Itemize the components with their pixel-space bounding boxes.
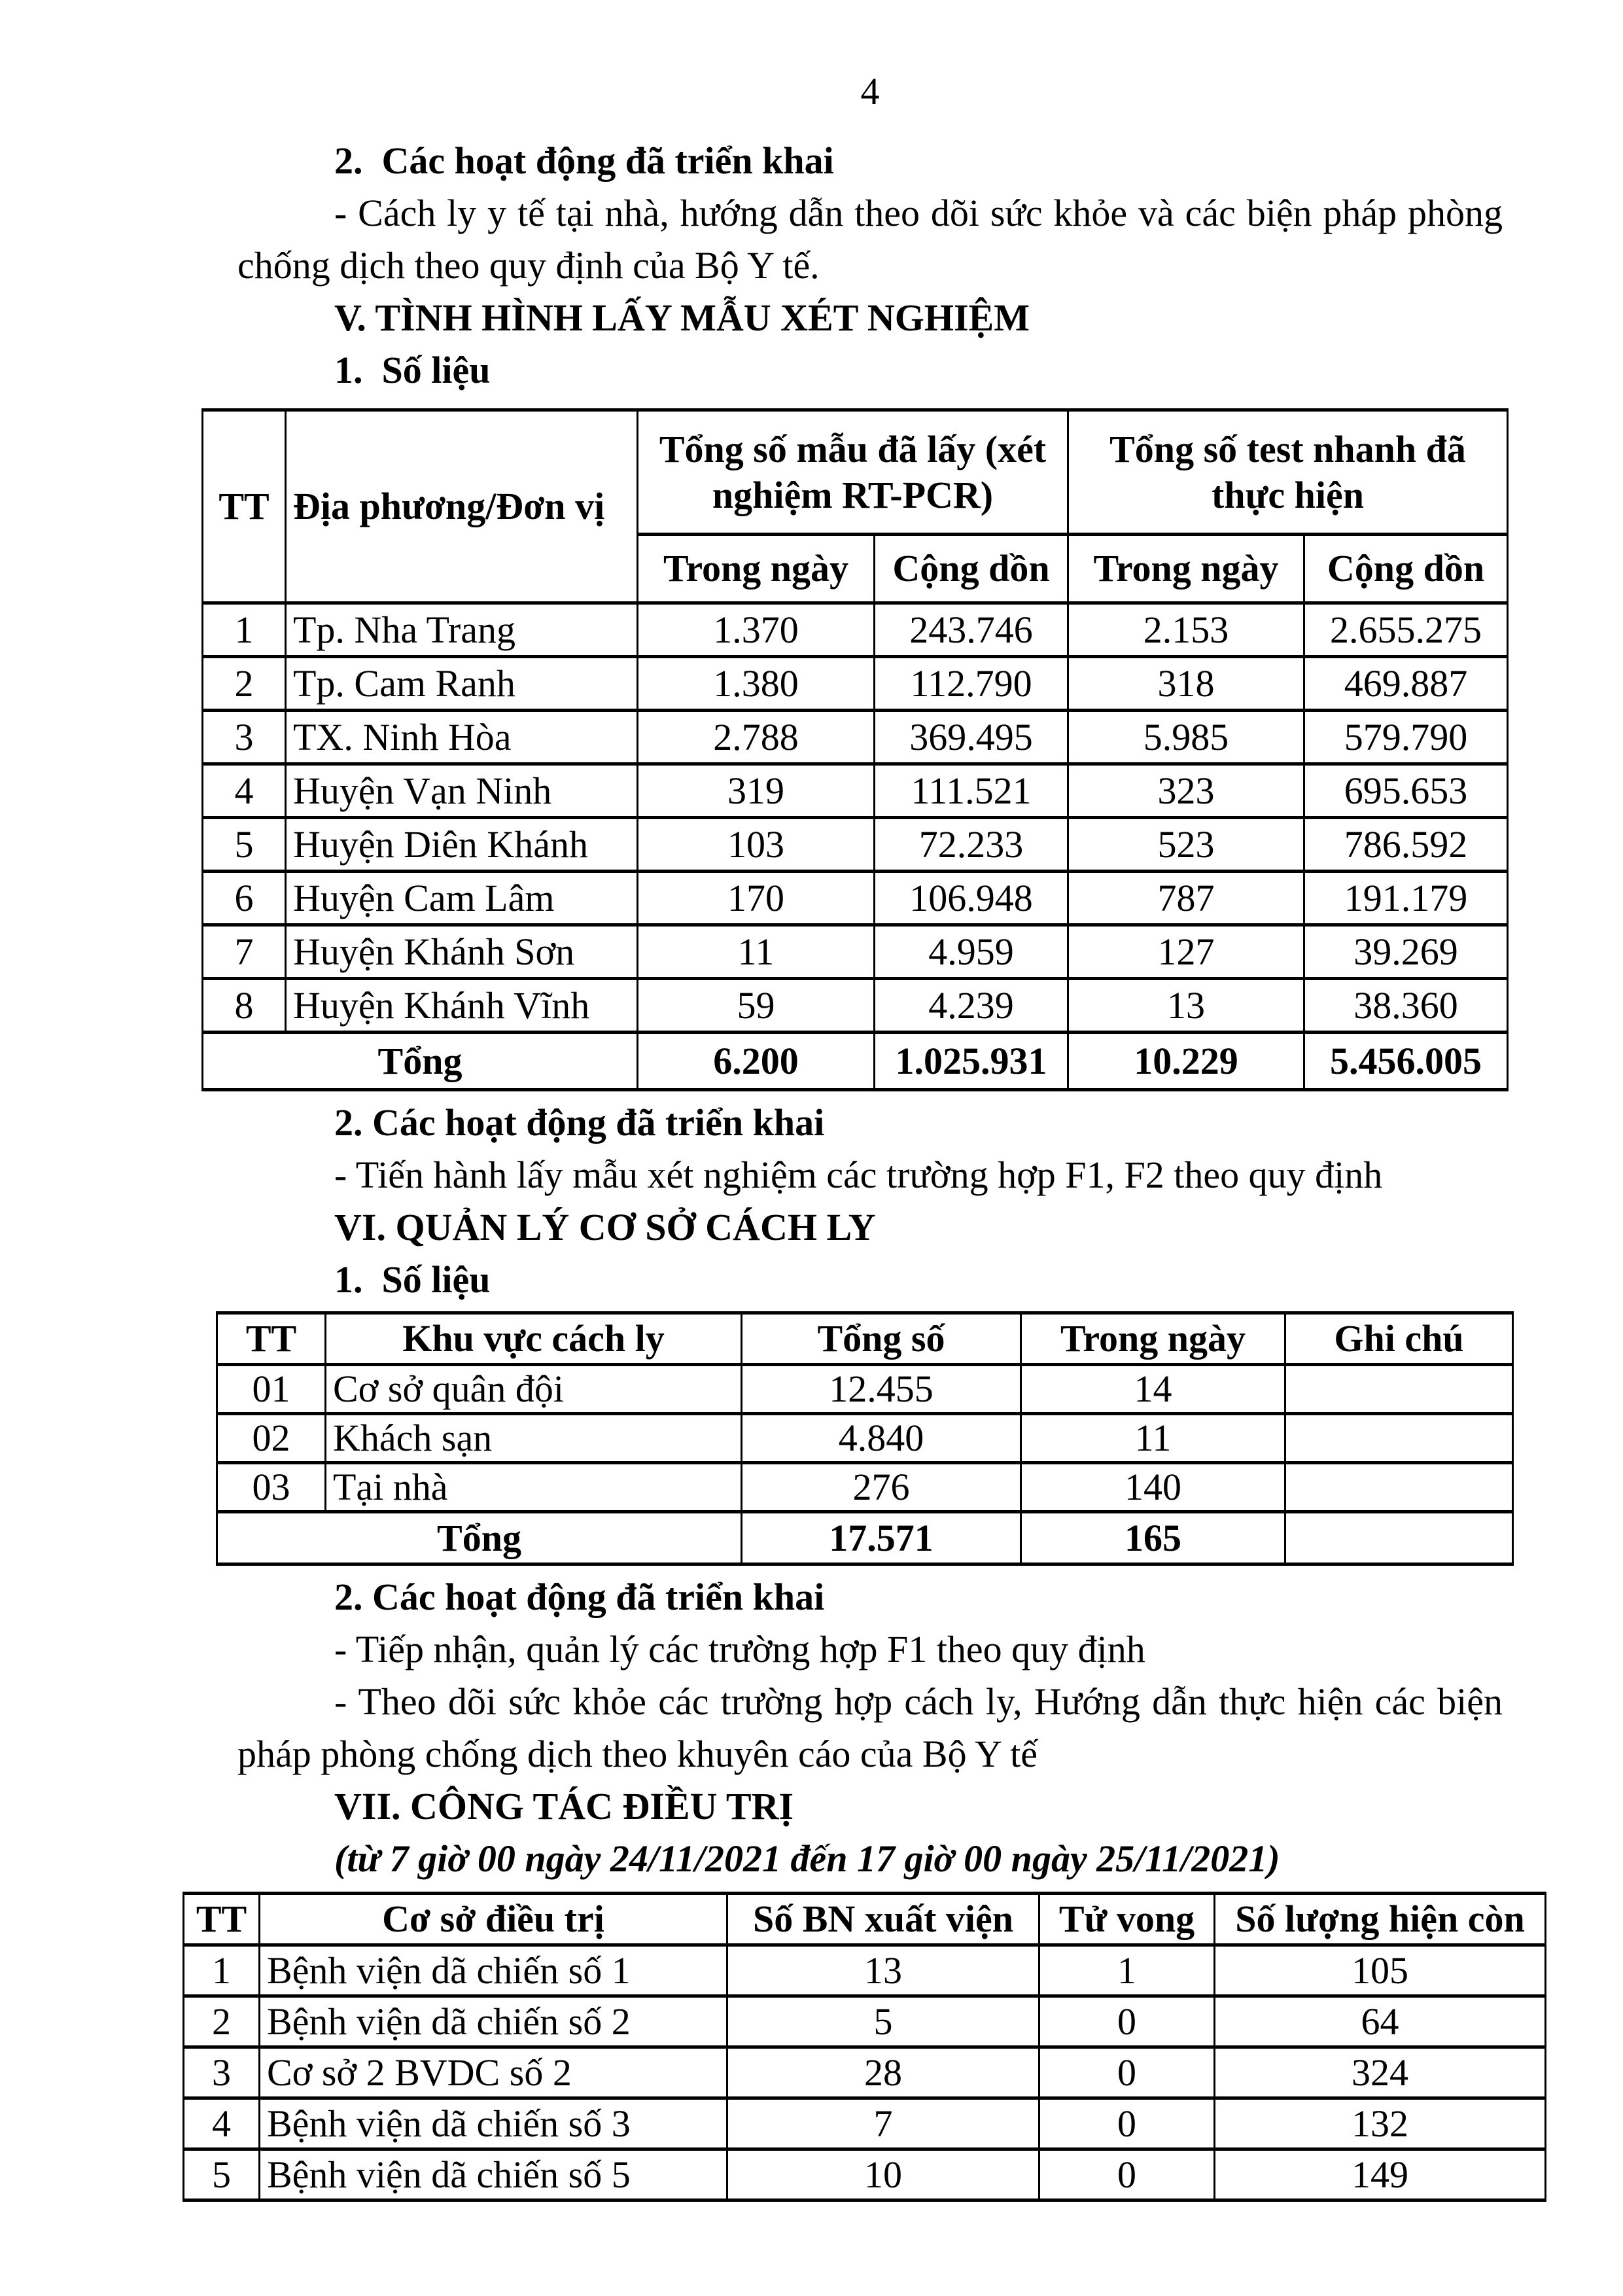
col-header-tt: TT — [184, 1894, 260, 1945]
cell-day-pcr: 1.370 — [638, 603, 875, 657]
cell-area: Tại nhà — [326, 1463, 742, 1512]
cell-total-label: Tổng — [217, 1512, 742, 1564]
col-header-cum-rapid: Cộng dồn — [1304, 535, 1508, 603]
cell-cum-pcr: 112.790 — [875, 657, 1068, 711]
page-number: 4 — [860, 70, 880, 113]
cell-day: 140 — [1021, 1463, 1285, 1512]
cell-tt: 7 — [203, 925, 286, 979]
cell-day-pcr: 103 — [638, 818, 875, 872]
table-row — [184, 2149, 1546, 2200]
cell-location: Huyện Khánh Vĩnh — [286, 979, 638, 1033]
cell-location: Huyện Khánh Sơn — [286, 925, 638, 979]
col-header-tt: TT — [217, 1313, 326, 1365]
cell-cum-pcr: 243.746 — [875, 603, 1068, 657]
activities-item-sampling: - Tiến hành lấy mẫu xét nghiệm các trường hợp F1, F2 theo quy định — [334, 1154, 1383, 1196]
cell-tt: 1 — [184, 1945, 260, 1996]
table-row — [217, 1414, 1513, 1463]
cell-cum-rapid: 2.655.275 — [1304, 603, 1508, 657]
col-header-day-rapid: Trong ngày — [1068, 535, 1304, 603]
cell-remaining: 324 — [1215, 2047, 1546, 2098]
cell-day-pcr: 1.380 — [638, 657, 875, 711]
cell-cum-pcr: 4.959 — [875, 925, 1068, 979]
cell-location: Huyện Diên Khánh — [286, 818, 638, 872]
sampling-total-row — [203, 1033, 1508, 1090]
table-row — [203, 925, 1508, 979]
col-header-day-pcr: Trong ngày — [638, 535, 875, 603]
cell-facility: Bệnh viện dã chiến số 1 — [260, 1945, 727, 1996]
cell-day-rapid: 323 — [1068, 764, 1304, 818]
cell-deaths: 0 — [1039, 2047, 1215, 2098]
col-header-discharged: Số BN xuất viện — [727, 1894, 1039, 1945]
cell-area: Cơ sở quân đội — [326, 1365, 742, 1414]
cell-day-rapid: 787 — [1068, 872, 1304, 925]
cell-tt: 02 — [217, 1414, 326, 1463]
cell-tt: 03 — [217, 1463, 326, 1512]
cell-total-day-rapid: 10.229 — [1068, 1033, 1304, 1090]
cell-tt: 3 — [203, 711, 286, 764]
sampling-table — [201, 408, 1509, 1091]
cell-tt: 01 — [217, 1365, 326, 1414]
cell-cum-pcr: 369.495 — [875, 711, 1068, 764]
cell-day-rapid: 2.153 — [1068, 603, 1304, 657]
table-row — [184, 2047, 1546, 2098]
sampling-header-row-1 — [203, 410, 1508, 535]
cell-tt: 1 — [203, 603, 286, 657]
cell-tt: 8 — [203, 979, 286, 1033]
col-header-facility: Cơ sở điều trị — [260, 1894, 727, 1945]
cell-discharged: 13 — [727, 1945, 1039, 1996]
cell-day-rapid: 318 — [1068, 657, 1304, 711]
cell-area: Khách sạn — [326, 1414, 742, 1463]
cell-day-rapid: 127 — [1068, 925, 1304, 979]
col-header-samples: Tổng số mẫu đã lấy (xét nghiệm RT-PCR) — [638, 410, 1068, 535]
cell-facility: Bệnh viện dã chiến số 2 — [260, 1996, 727, 2047]
cell-remaining: 64 — [1215, 1996, 1546, 2047]
cell-day-rapid: 523 — [1068, 818, 1304, 872]
table-row — [184, 2098, 1546, 2149]
cell-total-day: 165 — [1021, 1512, 1285, 1564]
cell-discharged: 28 — [727, 2047, 1039, 2098]
cell-note — [1285, 1414, 1513, 1463]
treatment-header-row — [184, 1894, 1546, 1945]
cell-total-total: 17.571 — [742, 1512, 1021, 1564]
cell-day-rapid: 13 — [1068, 979, 1304, 1033]
section-vi-data-label: 1. Số liệu — [334, 1258, 491, 1301]
cell-cum-rapid: 38.360 — [1304, 979, 1508, 1033]
activities-item-monitoring: - Theo dõi sức khỏe các trường hợp cách ly, Hướng dẫn thực hiện các biện pháp phòng chống dịch theo khuyên cáo của Bộ Y tế — [237, 1680, 1503, 1775]
cell-tt: 6 — [203, 872, 286, 925]
col-header-remaining: Số lượng hiện còn — [1215, 1894, 1546, 1945]
cell-location: Tp. Nha Trang — [286, 603, 638, 657]
cell-note — [1285, 1365, 1513, 1414]
cell-tt: 4 — [184, 2098, 260, 2149]
col-header-deaths: Tử vong — [1039, 1894, 1215, 1945]
cell-cum-rapid: 39.269 — [1304, 925, 1508, 979]
activities-heading-2: 2. Các hoạt động đã triển khai — [334, 1101, 825, 1144]
cell-discharged: 7 — [727, 2098, 1039, 2149]
quarantine-total-row — [217, 1512, 1513, 1564]
cell-facility: Cơ sở 2 BVDC số 2 — [260, 2047, 727, 2098]
activities-heading-3: 2. Các hoạt động đã triển khai — [334, 1576, 825, 1618]
table-row — [203, 872, 1508, 925]
cell-total-day-pcr: 6.200 — [638, 1033, 875, 1090]
cell-day-pcr: 170 — [638, 872, 875, 925]
cell-discharged: 5 — [727, 1996, 1039, 2047]
col-header-note: Ghi chú — [1285, 1313, 1513, 1365]
cell-cum-rapid: 786.592 — [1304, 818, 1508, 872]
cell-tt: 5 — [184, 2149, 260, 2200]
cell-day-pcr: 59 — [638, 979, 875, 1033]
cell-cum-pcr: 106.948 — [875, 872, 1068, 925]
cell-deaths: 0 — [1039, 1996, 1215, 2047]
table-row — [203, 603, 1508, 657]
quarantine-header-row — [217, 1313, 1513, 1365]
treatment-table — [183, 1892, 1546, 2202]
table-row — [203, 657, 1508, 711]
cell-total-cum-pcr: 1.025.931 — [875, 1033, 1068, 1090]
cell-tt: 4 — [203, 764, 286, 818]
col-header-area: Khu vực cách ly — [326, 1313, 742, 1365]
activities-text-1: - Cách ly y tế tại nhà, hướng dẫn theo dõi sức khỏe và các biện pháp phòng chống dịch theo quy định của Bộ Y tế. — [237, 192, 1503, 287]
cell-cum-rapid: 469.887 — [1304, 657, 1508, 711]
cell-cum-pcr: 111.521 — [875, 764, 1068, 818]
cell-day-pcr: 2.788 — [638, 711, 875, 764]
section-vi-title: VI. QUẢN LÝ CƠ SỞ CÁCH LY — [334, 1206, 876, 1248]
cell-remaining: 105 — [1215, 1945, 1546, 1996]
cell-day: 14 — [1021, 1365, 1285, 1414]
table-row — [203, 711, 1508, 764]
cell-day: 11 — [1021, 1414, 1285, 1463]
cell-tt: 2 — [203, 657, 286, 711]
section-vii-title: VII. CÔNG TÁC ĐIỀU TRỊ — [334, 1785, 794, 1828]
table-row — [217, 1463, 1513, 1512]
col-header-total: Tổng số — [742, 1313, 1021, 1365]
cell-tt: 5 — [203, 818, 286, 872]
treatment-date-range: (từ 7 giờ 00 ngày 24/11/2021 đến 17 giờ 00 ngày 25/11/2021) — [334, 1837, 1280, 1880]
cell-remaining: 132 — [1215, 2098, 1546, 2149]
cell-total-note — [1285, 1512, 1513, 1564]
cell-total: 276 — [742, 1463, 1021, 1512]
col-header-location: Địa phương/Đơn vị — [286, 410, 638, 603]
table-row — [203, 979, 1508, 1033]
cell-cum-pcr: 4.239 — [875, 979, 1068, 1033]
col-header-cum-pcr: Cộng dồn — [875, 535, 1068, 603]
cell-tt: 3 — [184, 2047, 260, 2098]
section-v-title: V. TÌNH HÌNH LẤY MẪU XÉT NGHIỆM — [334, 296, 1030, 339]
cell-day-pcr: 319 — [638, 764, 875, 818]
cell-cum-rapid: 695.653 — [1304, 764, 1508, 818]
cell-note — [1285, 1463, 1513, 1512]
col-header-tt: TT — [203, 410, 286, 603]
cell-tt: 2 — [184, 1996, 260, 2047]
cell-total: 4.840 — [742, 1414, 1021, 1463]
cell-day-pcr: 11 — [638, 925, 875, 979]
cell-remaining: 149 — [1215, 2149, 1546, 2200]
activities-item-reception: - Tiếp nhận, quản lý các trường hợp F1 theo quy định — [334, 1628, 1145, 1670]
cell-deaths: 0 — [1039, 2098, 1215, 2149]
table-row — [203, 818, 1508, 872]
table-row — [184, 1996, 1546, 2047]
cell-cum-rapid: 191.179 — [1304, 872, 1508, 925]
cell-cum-rapid: 579.790 — [1304, 711, 1508, 764]
cell-total: 12.455 — [742, 1365, 1021, 1414]
cell-facility: Bệnh viện dã chiến số 3 — [260, 2098, 727, 2149]
cell-location: Huyện Cam Lâm — [286, 872, 638, 925]
table-row — [217, 1365, 1513, 1414]
cell-location: TX. Ninh Hòa — [286, 711, 638, 764]
cell-deaths: 0 — [1039, 2149, 1215, 2200]
quarantine-table — [216, 1311, 1514, 1566]
table-row — [184, 1945, 1546, 1996]
cell-facility: Bệnh viện dã chiến số 5 — [260, 2149, 727, 2200]
col-header-day: Trong ngày — [1021, 1313, 1285, 1365]
cell-total-cum-rapid: 5.456.005 — [1304, 1033, 1508, 1090]
activities-heading-1: 2. Các hoạt động đã triển khai — [334, 139, 834, 182]
cell-location: Huyện Vạn Ninh — [286, 764, 638, 818]
cell-location: Tp. Cam Ranh — [286, 657, 638, 711]
col-header-rapid: Tổng số test nhanh đã thực hiện — [1068, 410, 1508, 535]
cell-day-rapid: 5.985 — [1068, 711, 1304, 764]
cell-deaths: 1 — [1039, 1945, 1215, 1996]
section-v-data-label: 1. Số liệu — [334, 349, 491, 391]
cell-discharged: 10 — [727, 2149, 1039, 2200]
table-row — [203, 764, 1508, 818]
cell-cum-pcr: 72.233 — [875, 818, 1068, 872]
cell-total-label: Tổng — [203, 1033, 638, 1090]
